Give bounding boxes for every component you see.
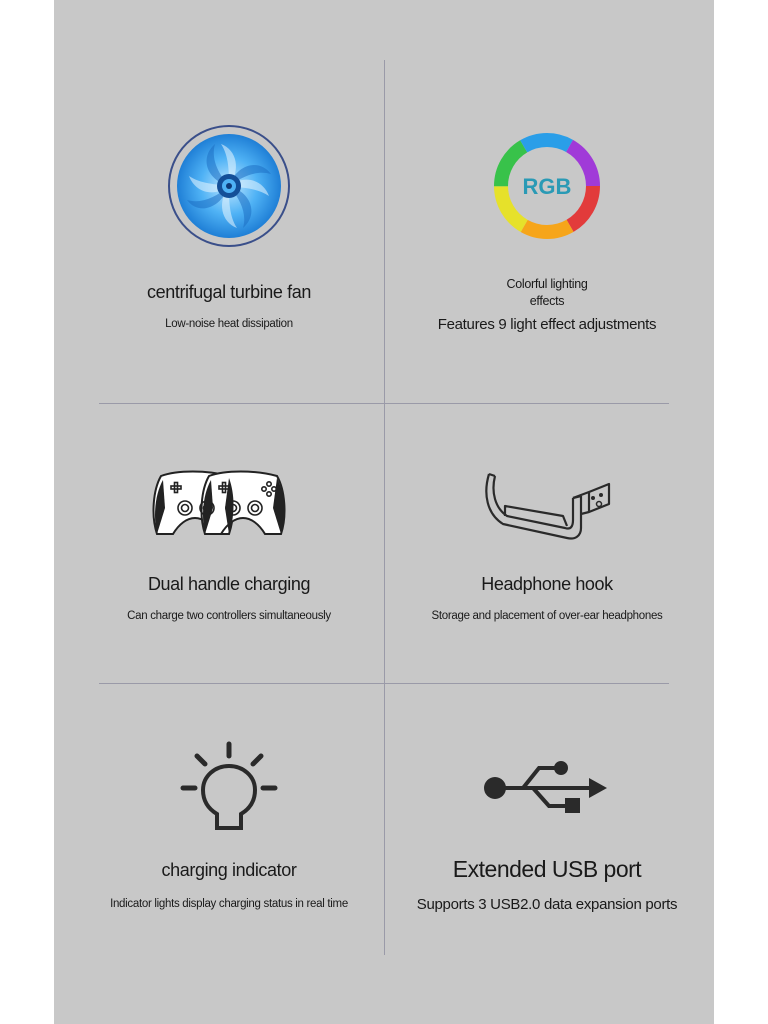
hook-title: Headphone hook — [481, 574, 613, 594]
indicator-title: charging indicator — [161, 860, 297, 880]
horizontal-divider-1 — [99, 403, 669, 404]
usb-subtitle: Supports 3 USB2.0 data expansion ports — [416, 896, 678, 913]
feature-hook — [405, 440, 689, 660]
fan-subtitle: Low-noise heat dissipation — [165, 318, 293, 330]
fan-title: centrifugal turbine fan — [147, 282, 311, 302]
headphone-hook-icon — [483, 468, 613, 544]
feature-fan — [87, 110, 371, 350]
rgb-icon-text: RGB — [522, 174, 572, 199]
rgb-title-line2: effects — [529, 294, 565, 308]
rgb-ring-icon — [493, 132, 601, 240]
horizontal-divider-2 — [99, 683, 669, 684]
dual-subtitle: Can charge two controllers simultaneously — [127, 610, 331, 622]
vertical-divider — [384, 60, 385, 955]
usb-title: Extended USB port — [452, 856, 642, 882]
feature-rgb — [405, 110, 689, 350]
feature-dual — [87, 440, 371, 660]
turbine-fan-icon — [167, 124, 291, 248]
rgb-title-line1: Colorful lighting — [506, 277, 588, 291]
dual-controller-icon — [151, 468, 307, 540]
indicator-subtitle: Indicator lights display charging status in real time — [110, 898, 348, 910]
feature-indicator — [87, 730, 371, 940]
light-bulb-icon — [179, 740, 279, 836]
dual-title: Dual handle charging — [147, 574, 311, 594]
rgb-subtitle: Features 9 light effect adjustments — [437, 316, 657, 333]
usb-icon — [481, 756, 613, 818]
feature-usb — [405, 730, 689, 940]
hook-subtitle: Storage and placement of over-ear headphones — [431, 610, 663, 622]
rgb-title — [405, 276, 689, 310]
